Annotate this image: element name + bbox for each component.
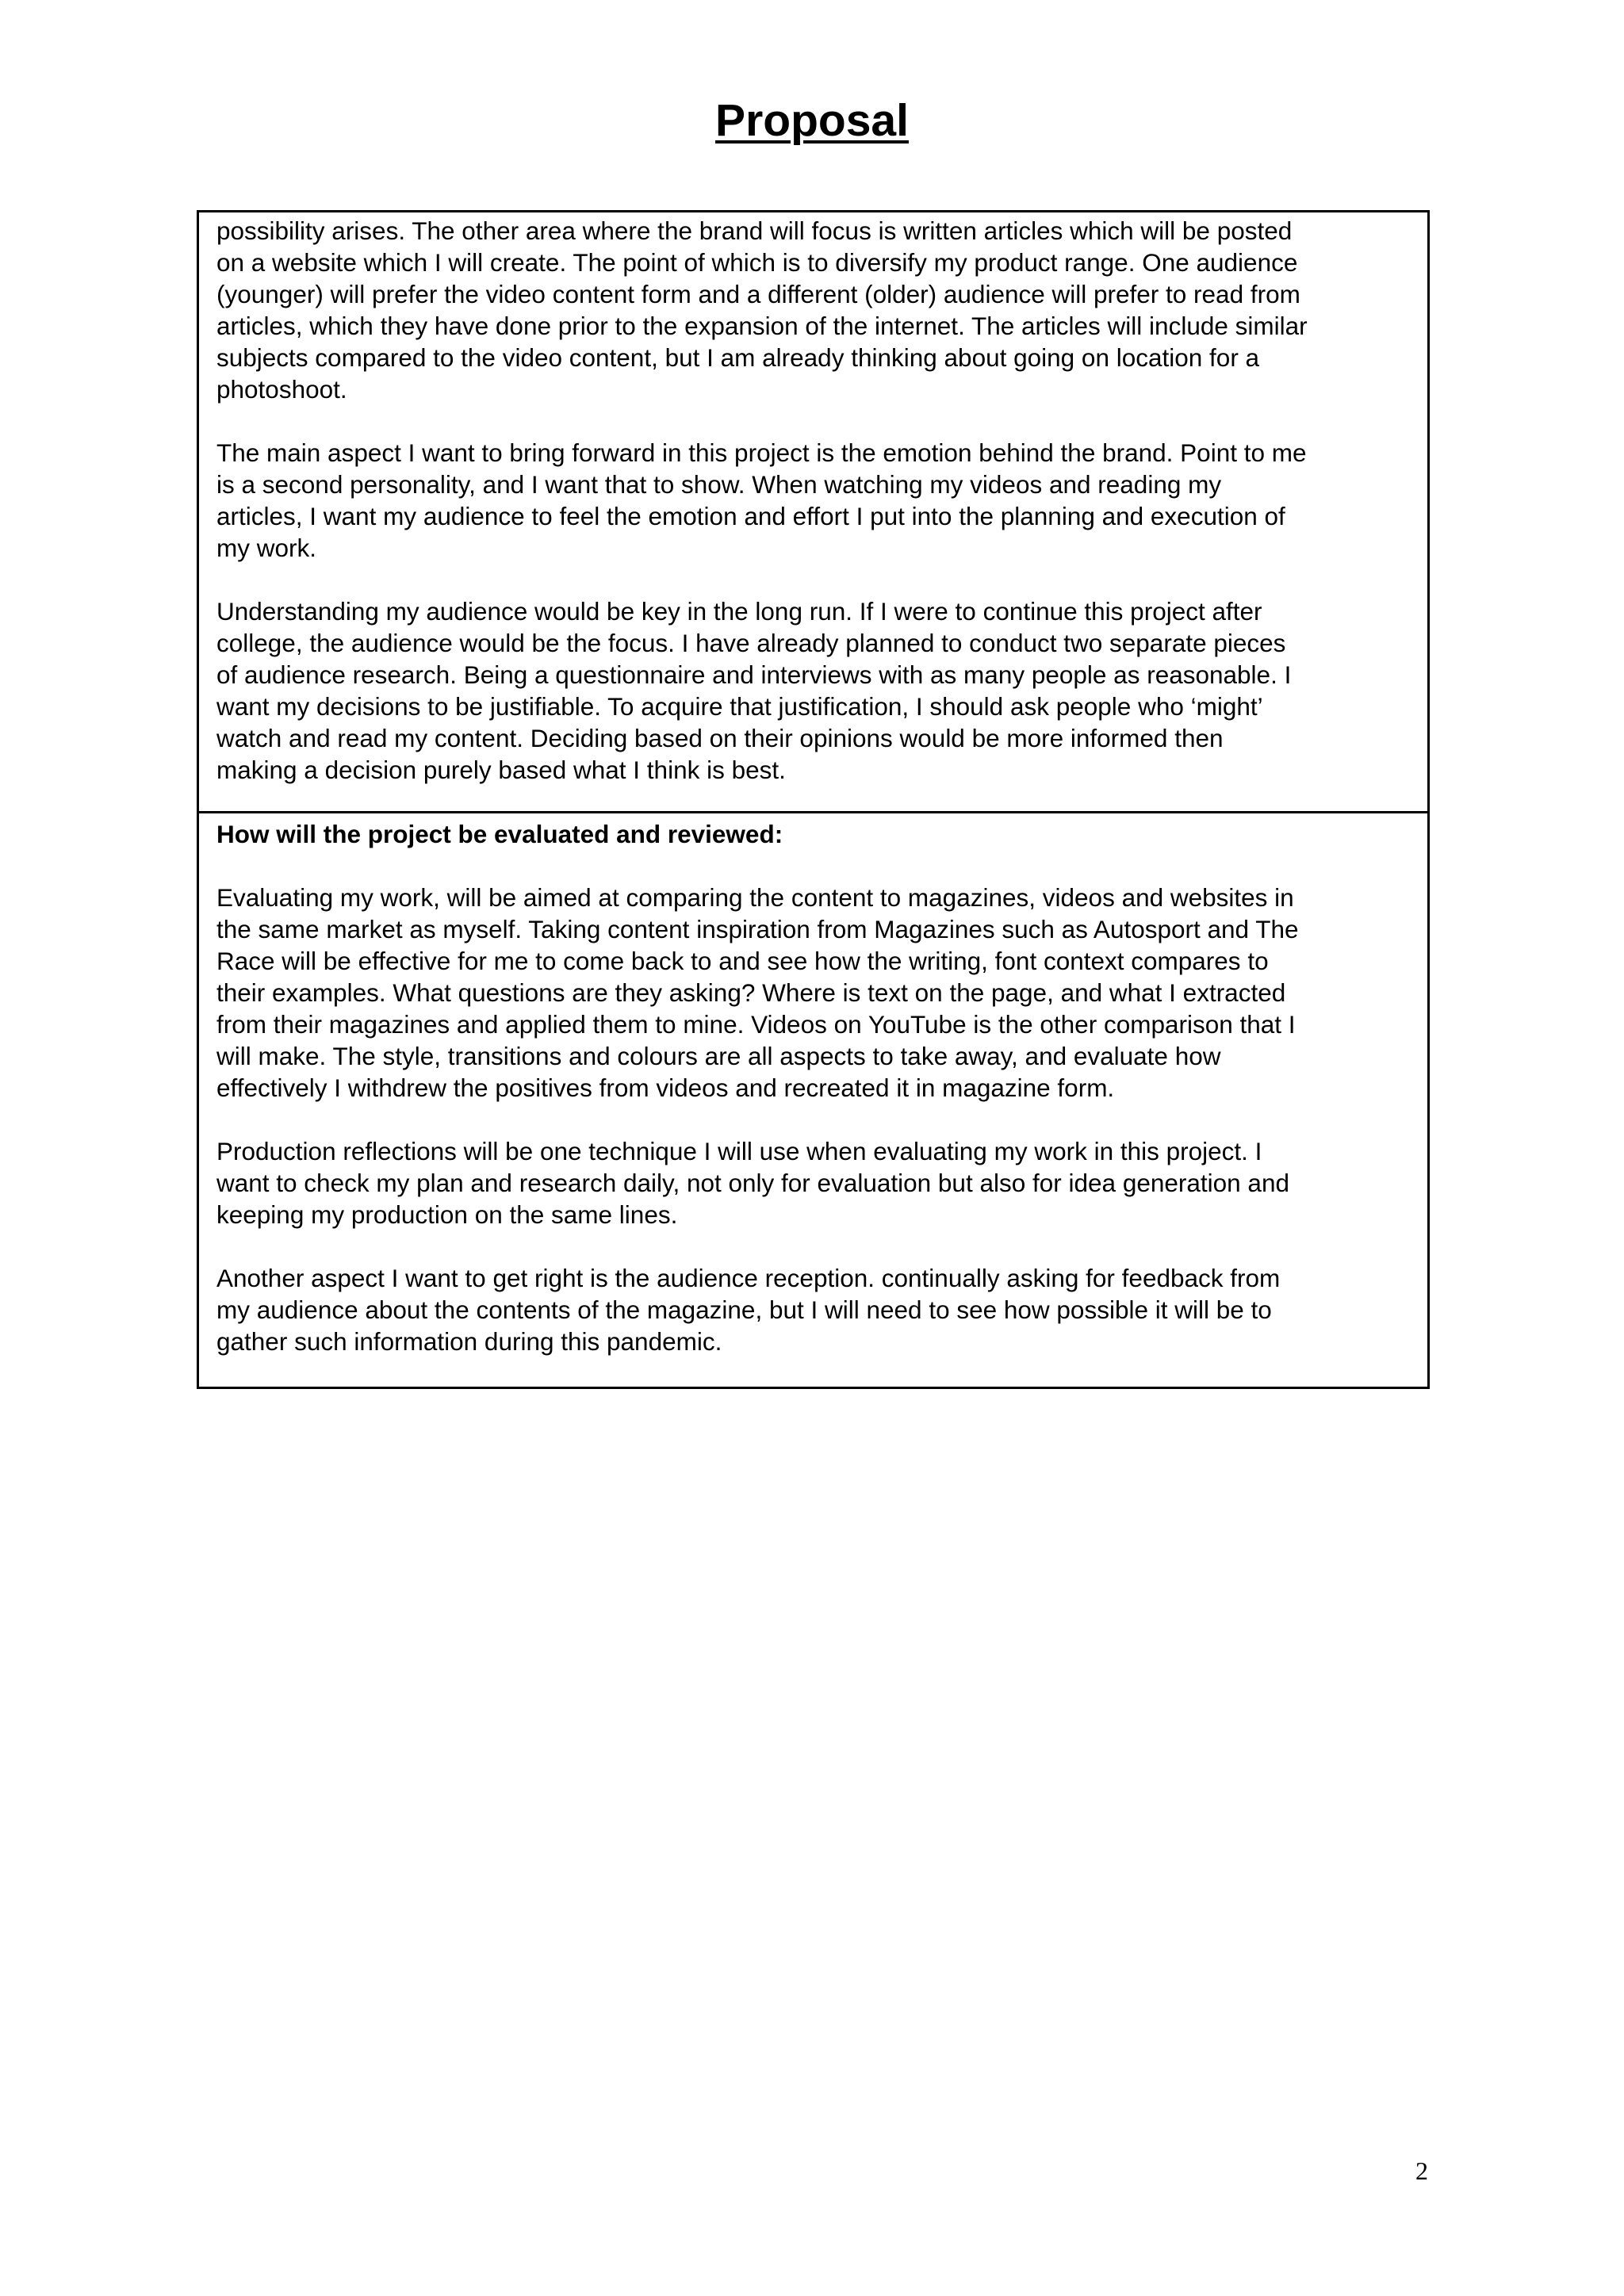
text-line: my work.	[216, 534, 316, 562]
text-line: gather such information during this pandemic.	[216, 1327, 722, 1356]
paragraph-audience-reception	[216, 1262, 1411, 1357]
paragraph-brand-emotion	[216, 437, 1411, 564]
text-line: the same market as myself. Taking content inspiration from Magazines such as Autosport and The	[216, 915, 1299, 943]
text-line: want my decisions to be justifiable. To acquire that justification, I should ask people who ‘might’	[216, 692, 1263, 721]
text-line: their examples. What questions are they asking? Where is text on the page, and what I extracted	[216, 978, 1286, 1007]
text-line: Production reflections will be one technique I will use when evaluating my work in this project. I	[216, 1137, 1262, 1165]
evaluation-heading: How will the project be evaluated and reviewed:	[216, 820, 783, 848]
text-line: articles, I want my audience to feel the emotion and effort I put into the planning and execution of	[216, 502, 1285, 530]
text-line: keeping my production on the same lines.	[216, 1200, 678, 1229]
text-line: on a website which I will create. The point of which is to diversify my product range. One audience	[216, 248, 1298, 277]
paragraph-audience-research	[216, 595, 1411, 786]
paragraph-production-reflections	[216, 1135, 1411, 1230]
proposal-table	[197, 210, 1430, 1389]
text-line: from their magazines and applied them to mine. Videos on YouTube is the other comparison that I	[216, 1010, 1296, 1039]
paragraph-comparison	[216, 882, 1411, 1104]
page-number: 2	[1415, 2156, 1428, 2185]
text-line: will make. The style, transitions and colours are all aspects to take away, and evaluate how	[216, 1042, 1221, 1070]
text-line: (younger) will prefer the video content form and a different (older) audience will prefer to read from	[216, 280, 1300, 308]
text-line: Evaluating my work, will be aimed at comparing the content to magazines, videos and websites in	[216, 883, 1294, 912]
text-line: The main aspect I want to bring forward in this project is the emotion behind the brand. Point to me	[216, 438, 1307, 467]
text-line: my audience about the contents of the magazine, but I will need to see how possible it will be to	[216, 1295, 1272, 1324]
evaluation-cell	[199, 813, 1427, 1387]
text-line: Understanding my audience would be key in the long run. If I were to continue this project after	[216, 597, 1262, 626]
text-line: of audience research. Being a questionnaire and interviews with as many people as reasonable. I	[216, 660, 1292, 689]
page-title: Proposal	[715, 95, 909, 146]
text-line: effectively I withdrew the positives from videos and recreated it in magazine form.	[216, 1073, 1115, 1102]
text-line: Another aspect I want to get right is the audience reception. continually asking for feedback from	[216, 1264, 1281, 1292]
text-line: subjects compared to the video content, but I am already thinking about going on location for a	[216, 343, 1260, 372]
text-line: articles, which they have done prior to the expansion of the internet. The articles will include similar	[216, 312, 1308, 340]
paragraph-brand-articles	[216, 215, 1411, 405]
text-line: watch and read my content. Deciding based on their opinions would be more informed then	[216, 724, 1224, 752]
text-line: want to check my plan and research daily, not only for evaluation but also for idea generation and	[216, 1169, 1289, 1197]
text-line: is a second personality, and I want that to show. When watching my videos and reading my	[216, 470, 1222, 499]
text-line: college, the audience would be the focus. I have already planned to conduct two separate pieces	[216, 629, 1286, 657]
text-line: photoshoot.	[216, 375, 347, 404]
text-line: possibility arises. The other area where the brand will focus is written articles which will be posted	[216, 216, 1293, 245]
text-line: making a decision purely based what I think is best.	[216, 756, 786, 784]
proposal-description-cell	[199, 212, 1427, 813]
text-line: Race will be effective for me to come back to and see how the writing, font context compares to	[216, 947, 1269, 975]
